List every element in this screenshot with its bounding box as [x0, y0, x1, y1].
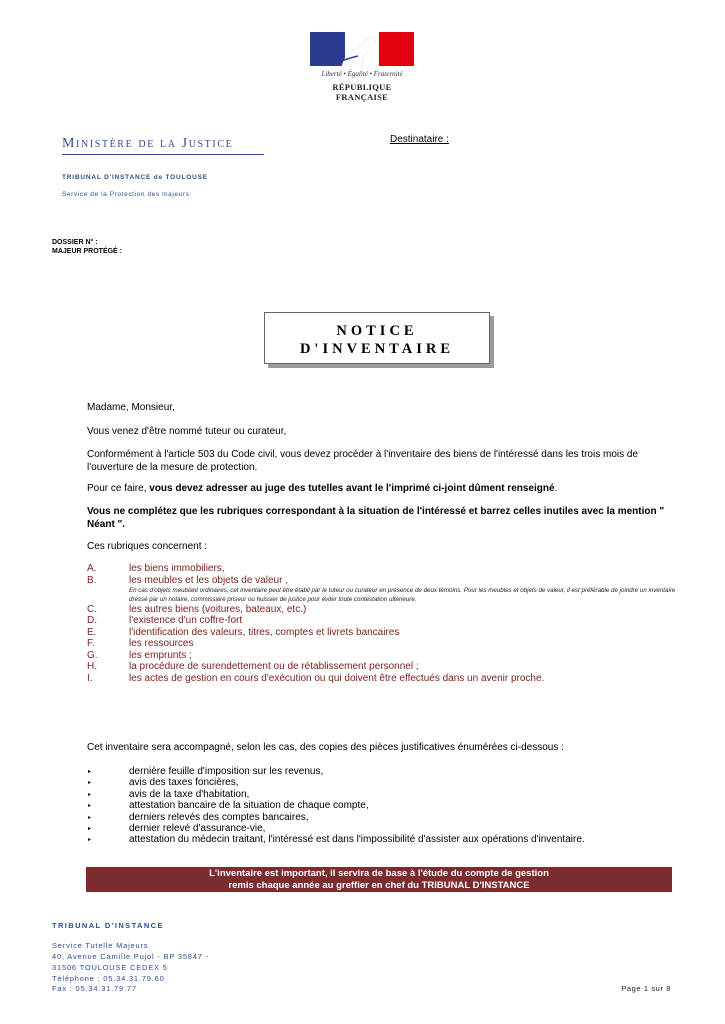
tribunal-name: TRIBUNAL D'INSTANCE de TOULOUSE: [62, 174, 208, 181]
piece-item: derniers relevés des comptes bancaires,: [129, 812, 309, 823]
rubrique-letter: G.: [87, 650, 98, 661]
piece-item: dernier relevé d'assurance-vie,: [129, 823, 266, 834]
rubrique-text: la procédure de surendettement ou de rétablissement personnel ;: [129, 661, 419, 672]
bullet-arrow-icon: ▸: [88, 826, 92, 832]
bullet-arrow-icon: ▸: [88, 792, 92, 798]
dossier-label: DOSSIER N° :: [52, 239, 98, 246]
rubrique-letter: F.: [87, 638, 95, 649]
title-line-1: NOTICE: [336, 323, 418, 339]
paragraph-pieces-intro: Cet inventaire sera accompagné, selon les cas, des copies des pièces justificatives énumérées ci-dessous :: [87, 742, 564, 753]
rubrique-letter: H.: [87, 661, 97, 672]
rubrique-letter: E.: [87, 627, 97, 638]
rubrique-letter: A.: [87, 563, 97, 574]
paragraph-rubriques-instruction: Vous ne complétez que les rubriques correspondant à la situation de l'intéressé et barrez celles inutiles avec la mention " Néant ".: [87, 506, 665, 530]
logo-motto: Liberté • Égalité • Fraternité: [321, 70, 403, 78]
piece-item: avis de la taxe d'habitation,: [129, 789, 250, 800]
piece-item: attestation du médecin traitant, l'intéressé est dans l'impossibilité d'assister aux opérations d'inventaire.: [129, 834, 585, 845]
bullet-arrow-icon: ▸: [88, 769, 92, 775]
rubrique-text: les meubles et les objets de valeur ,: [129, 575, 288, 586]
rubrique-text: les emprunts ;: [129, 650, 192, 661]
rubrique-text: l'existence d'un coffre-fort: [129, 615, 243, 626]
footer-address-line: Fax : 05.34.31.79.77: [52, 984, 137, 993]
title-line-2: D'INVENTAIRE: [299, 341, 455, 357]
destinataire-label: Destinataire :: [390, 134, 449, 145]
service-name: Service de la Protection des majeurs: [62, 191, 190, 198]
footer-address-line: Service Tutelle Majeurs: [52, 941, 149, 950]
bullet-arrow-icon: ▸: [88, 815, 92, 821]
important-banner: [86, 867, 672, 892]
paragraph-article-503: Conformément à l'article 503 du Code civil, vous devez procéder à l'inventaire des biens de l'intéressé dans les trois mois de l'ouverture de la mesure de protection.: [87, 449, 639, 473]
footer-address-line: 31506 TOULOUSE CEDEX 5: [52, 963, 168, 972]
ministry-divider: [62, 154, 264, 155]
bullet-arrow-icon: ▸: [88, 803, 92, 809]
footer-address-line: Téléphone : 05.34.31.79.60: [52, 974, 165, 983]
piece-item: avis des taxes foncières,: [129, 777, 239, 788]
piece-item: dernière feuille d'imposition sur les revenus,: [129, 766, 324, 777]
bullet-arrow-icon: ▸: [88, 780, 92, 786]
dossier-block: [52, 238, 122, 256]
marianne-flag-icon: [310, 32, 414, 66]
footer-title: TRIBUNAL D'INSTANCE: [52, 921, 164, 930]
title-box: [264, 312, 490, 364]
banner-line-2: remis chaque année au greffier en chef du TRIBUNAL D'INSTANCE: [228, 880, 530, 891]
rubrique-text: les autres biens (voitures, bateaux, etc.): [129, 604, 307, 615]
note-meubles: En cas d'objets meublant ordinaires, cet inventaire peut être établi par le tuteur ou curateur en présence de deux témoins. Pour les meubles et objets de valeur, il est préférable de joindre un inventaire dressé par un notaire, commissaire priseur ou huissier de justice pour éviter toute contestation ultérieure.: [129, 587, 676, 603]
paragraph-rubriques-intro: Ces rubriques concernent :: [87, 541, 208, 552]
rubrique-text: les actes de gestion en cours d'exécution ou qui doivent être effectués dans un avenir proche.: [129, 673, 545, 684]
paragraph-nomination: Vous venez d'être nommé tuteur ou curateur,: [87, 426, 287, 437]
piece-item: attestation bancaire de la situation de chaque compte,: [129, 800, 369, 811]
rubrique-letter: D.: [87, 615, 97, 626]
majeur-protege-label: MAJEUR PROTÉGÉ :: [52, 248, 123, 255]
paragraph-adresser: Pour ce faire, vous devez adresser au juge des tutelles avant le l'imprimé ci-joint dûment renseigné.: [87, 483, 558, 494]
rubrique-letter: C.: [87, 604, 97, 615]
rubrique-text: les ressources: [129, 638, 194, 649]
rubrique-text: l'identification des valeurs, titres, comptes et livrets bancaires: [129, 627, 400, 638]
greeting: Madame, Monsieur,: [87, 402, 175, 413]
rubrique-text: les biens immobiliers,: [129, 563, 225, 574]
bullet-arrow-icon: ▸: [88, 837, 92, 843]
page-number: Page 1 sur 8: [621, 984, 671, 993]
banner-line-1: L'inventaire est important, il servira de base à l'étude du compte de gestion: [209, 868, 549, 879]
footer-address-line: 40, Avenue Camille Pujol - BP 35847 -: [52, 952, 209, 961]
republique-francaise-logo: [308, 32, 416, 102]
logo-name: RÉPUBLIQUE FRANÇAISE: [332, 82, 392, 102]
rubrique-letter: B.: [87, 575, 97, 586]
rubrique-letter: I.: [87, 673, 93, 684]
ministry-name: Ministère de la Justice: [62, 136, 234, 151]
